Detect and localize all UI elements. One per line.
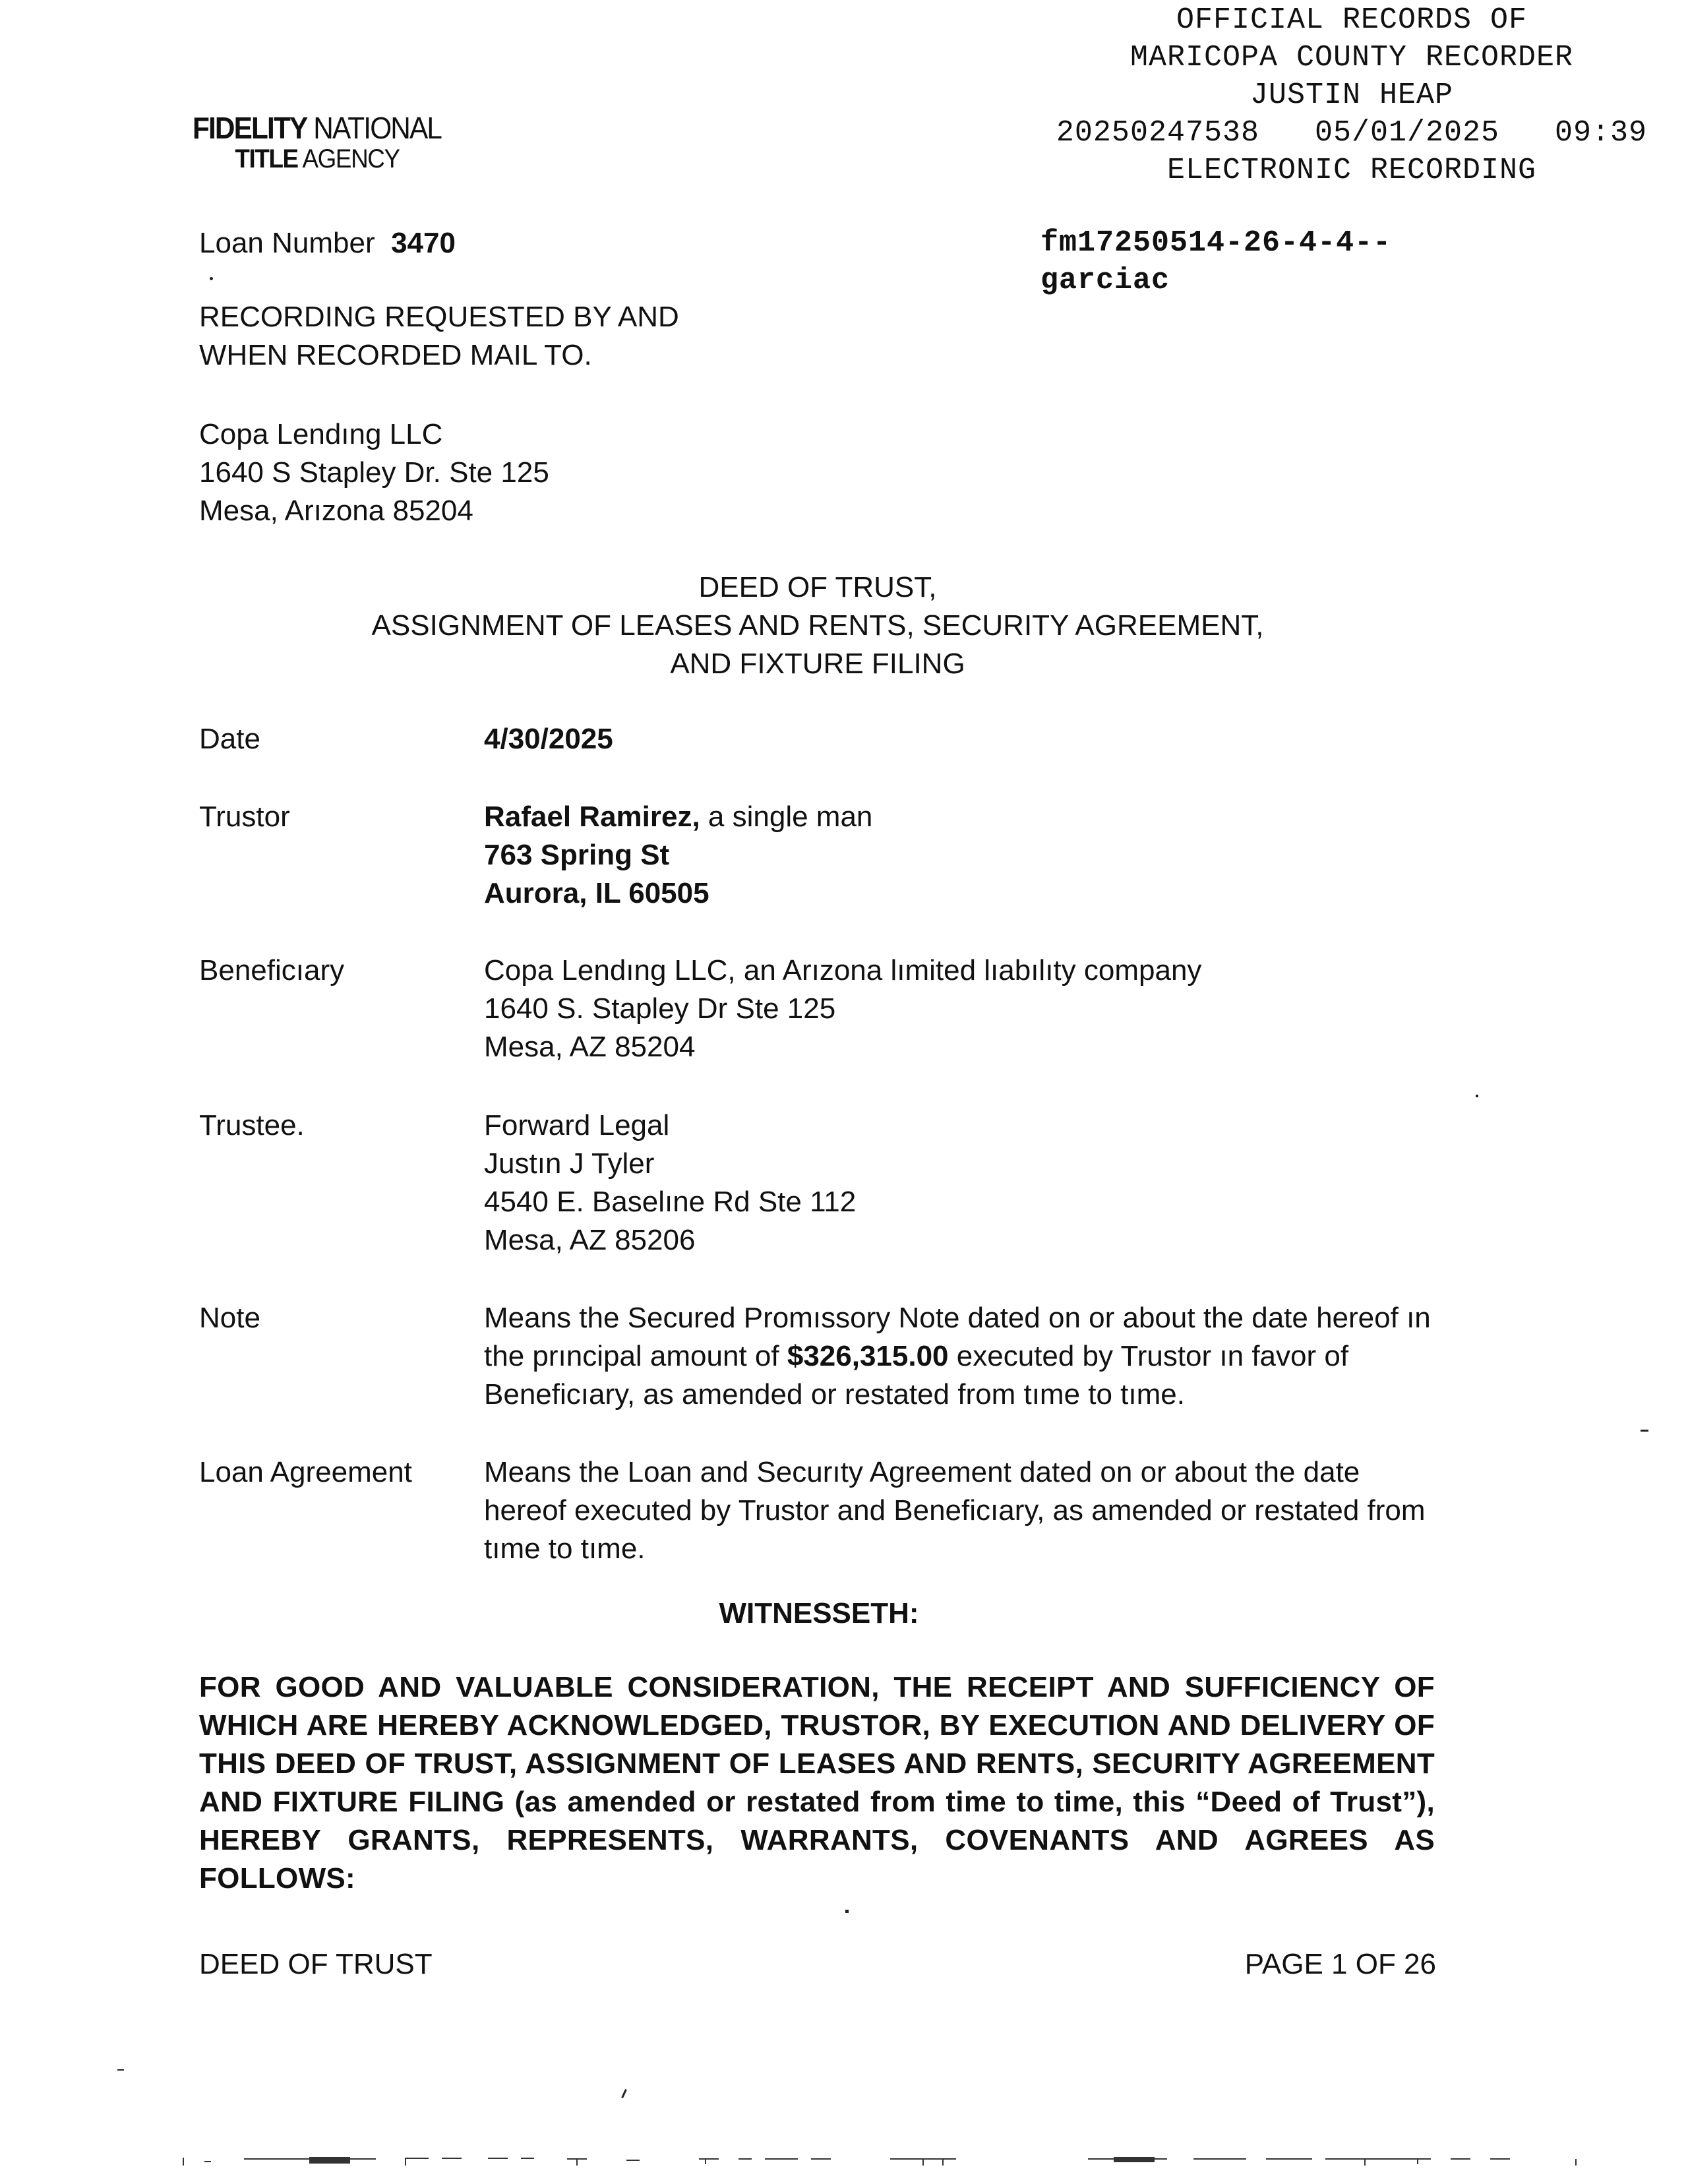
document-title bbox=[264, 568, 1372, 683]
beneficiary-label: Beneficıary bbox=[199, 954, 345, 986]
loan-agreement-label: Loan Agreement bbox=[199, 1456, 412, 1488]
beneficiary-value bbox=[484, 952, 1447, 1066]
consideration-paragraph: FOR GOOD AND VALUABLE CONSIDERATION, THE RECEIPT AND SUFFICIENCY OF WHICH ARE HEREBY ACKNOWLEDGED, TRUSTOR, BY EXECUTION AND DELIVERY OF THIS DEED OF TRUST, ASSIGNMENT OF LEASES AND RENTS, SECURITY AGREEMENT AND FIXTURE FILING (as amended or restated from time to time, this “Deed of Trust”), HEREBY GRANTS, REPRESENTS, WARRANTS, COVENANTS AND AGREES AS FOLLOWS: bbox=[199, 1671, 1435, 1895]
loan-agreement-line3: tıme to tıme. bbox=[484, 1532, 646, 1565]
scan-speck bbox=[210, 277, 213, 280]
recording-requested-block bbox=[199, 298, 679, 375]
scan-speck bbox=[621, 2089, 627, 2098]
note-line1: Means the Secured Promıssory Note dated on or about the date hereof ın bbox=[484, 1302, 1431, 1334]
trustor-value bbox=[484, 798, 1447, 913]
recorder-line-official: OFFICIAL RECORDS OF bbox=[1176, 3, 1528, 37]
scan-speck bbox=[1476, 1095, 1478, 1097]
loan-agreement-value bbox=[484, 1453, 1447, 1568]
trustor-name: Rafael Ramirez, bbox=[484, 801, 700, 833]
recording-requested-line2: WHEN RECORDED MAIL TO. bbox=[199, 339, 592, 371]
scan-artifact-line bbox=[178, 2155, 1589, 2168]
note-label: Note bbox=[199, 1302, 260, 1334]
note-line2-b: executed by Trustor ın favor of bbox=[948, 1340, 1349, 1372]
footer-document-name: DEED OF TRUST bbox=[199, 1948, 433, 1980]
beneficiary-line1: Copa Lendıng LLC, an Arızona lımited lıabılıty company bbox=[484, 954, 1202, 986]
loan-agreement-line2: hereof executed by Trustor and Beneficıary, as amended or restated from bbox=[484, 1494, 1426, 1527]
trustee-line2: Justın J Tyler bbox=[484, 1147, 655, 1180]
loan-number bbox=[199, 224, 456, 262]
title-line2: ASSIGNMENT OF LEASES AND RENTS, SECURITY AGREEMENT, bbox=[371, 609, 1264, 642]
recorder-line-county: MARICOPA COUNTY RECORDER bbox=[1130, 41, 1574, 75]
trustor-desc: a single man bbox=[700, 801, 873, 833]
scan-speck bbox=[845, 1910, 849, 1913]
date-value: 4/30/2025 bbox=[484, 723, 613, 755]
mail-to-street: 1640 S Stapley Dr. Ste 125 bbox=[199, 456, 549, 489]
logo-word-national: NATIONAL bbox=[307, 111, 442, 145]
trustor-street: 763 Spring St bbox=[484, 839, 670, 871]
title-line3: AND FIXTURE FILING bbox=[670, 648, 965, 680]
date-label: Date bbox=[199, 723, 260, 755]
note-line3: Beneficıary, as amended or restated from tıme to tıme. bbox=[484, 1378, 1185, 1410]
trustee-label: Trustee. bbox=[199, 1109, 305, 1141]
logo-word-agency: AGENCY bbox=[297, 144, 400, 173]
document-id-line1: fm17250514-26-4-4-- bbox=[1040, 226, 1392, 260]
recorder-line-electronic: ELECTRONIC RECORDING bbox=[1166, 154, 1537, 187]
trustee-line4: Mesa, AZ 85206 bbox=[484, 1224, 696, 1256]
trustor-label: Trustor bbox=[199, 801, 290, 833]
recorder-line-number-date: 20250247538 05/01/2025 09:39 bbox=[1056, 116, 1648, 150]
recorder-stamp bbox=[1029, 1, 1675, 189]
document-id bbox=[1040, 224, 1391, 299]
loan-number-label: Loan Number bbox=[199, 227, 375, 259]
recorder-line-name: JUSTIN HEAP bbox=[1250, 78, 1454, 112]
fidelity-national-logo bbox=[193, 112, 469, 174]
recording-requested-line1: RECORDING REQUESTED BY AND bbox=[199, 301, 679, 333]
scan-speck bbox=[1641, 1430, 1648, 1432]
mail-to-city: Mesa, Arızona 85204 bbox=[199, 495, 473, 527]
trustor-city: Aurora, IL 60505 bbox=[484, 877, 709, 909]
document-id-line2: garciac bbox=[1040, 264, 1170, 297]
mail-to-name: Copa Lendıng LLC bbox=[199, 418, 443, 450]
logo-word-title: TITLE bbox=[235, 144, 298, 173]
beneficiary-line2: 1640 S. Stapley Dr Ste 125 bbox=[484, 992, 836, 1025]
logo-word-fidelity: FIDELITY bbox=[193, 111, 307, 145]
loan-agreement-line1: Means the Loan and Securıty Agreement dated on or about the date bbox=[484, 1456, 1360, 1488]
trustee-line1: Forward Legal bbox=[484, 1109, 670, 1141]
note-value bbox=[484, 1299, 1447, 1414]
trustee-value bbox=[484, 1107, 1447, 1259]
note-line2-a: the prıncipal amount of bbox=[484, 1340, 787, 1372]
witnesseth-heading: WITNESSETH: bbox=[719, 1597, 919, 1629]
footer-page-number: PAGE 1 OF 26 bbox=[1244, 1948, 1436, 1980]
mail-to-address bbox=[199, 415, 549, 530]
title-line1: DEED OF TRUST, bbox=[698, 571, 937, 603]
trustee-line3: 4540 E. Baselıne Rd Ste 112 bbox=[484, 1186, 857, 1218]
loan-number-value: 3470 bbox=[391, 227, 456, 259]
note-principal-amount: $326,315.00 bbox=[787, 1340, 949, 1372]
scan-speck bbox=[117, 2069, 124, 2071]
beneficiary-line3: Mesa, AZ 85204 bbox=[484, 1031, 696, 1063]
